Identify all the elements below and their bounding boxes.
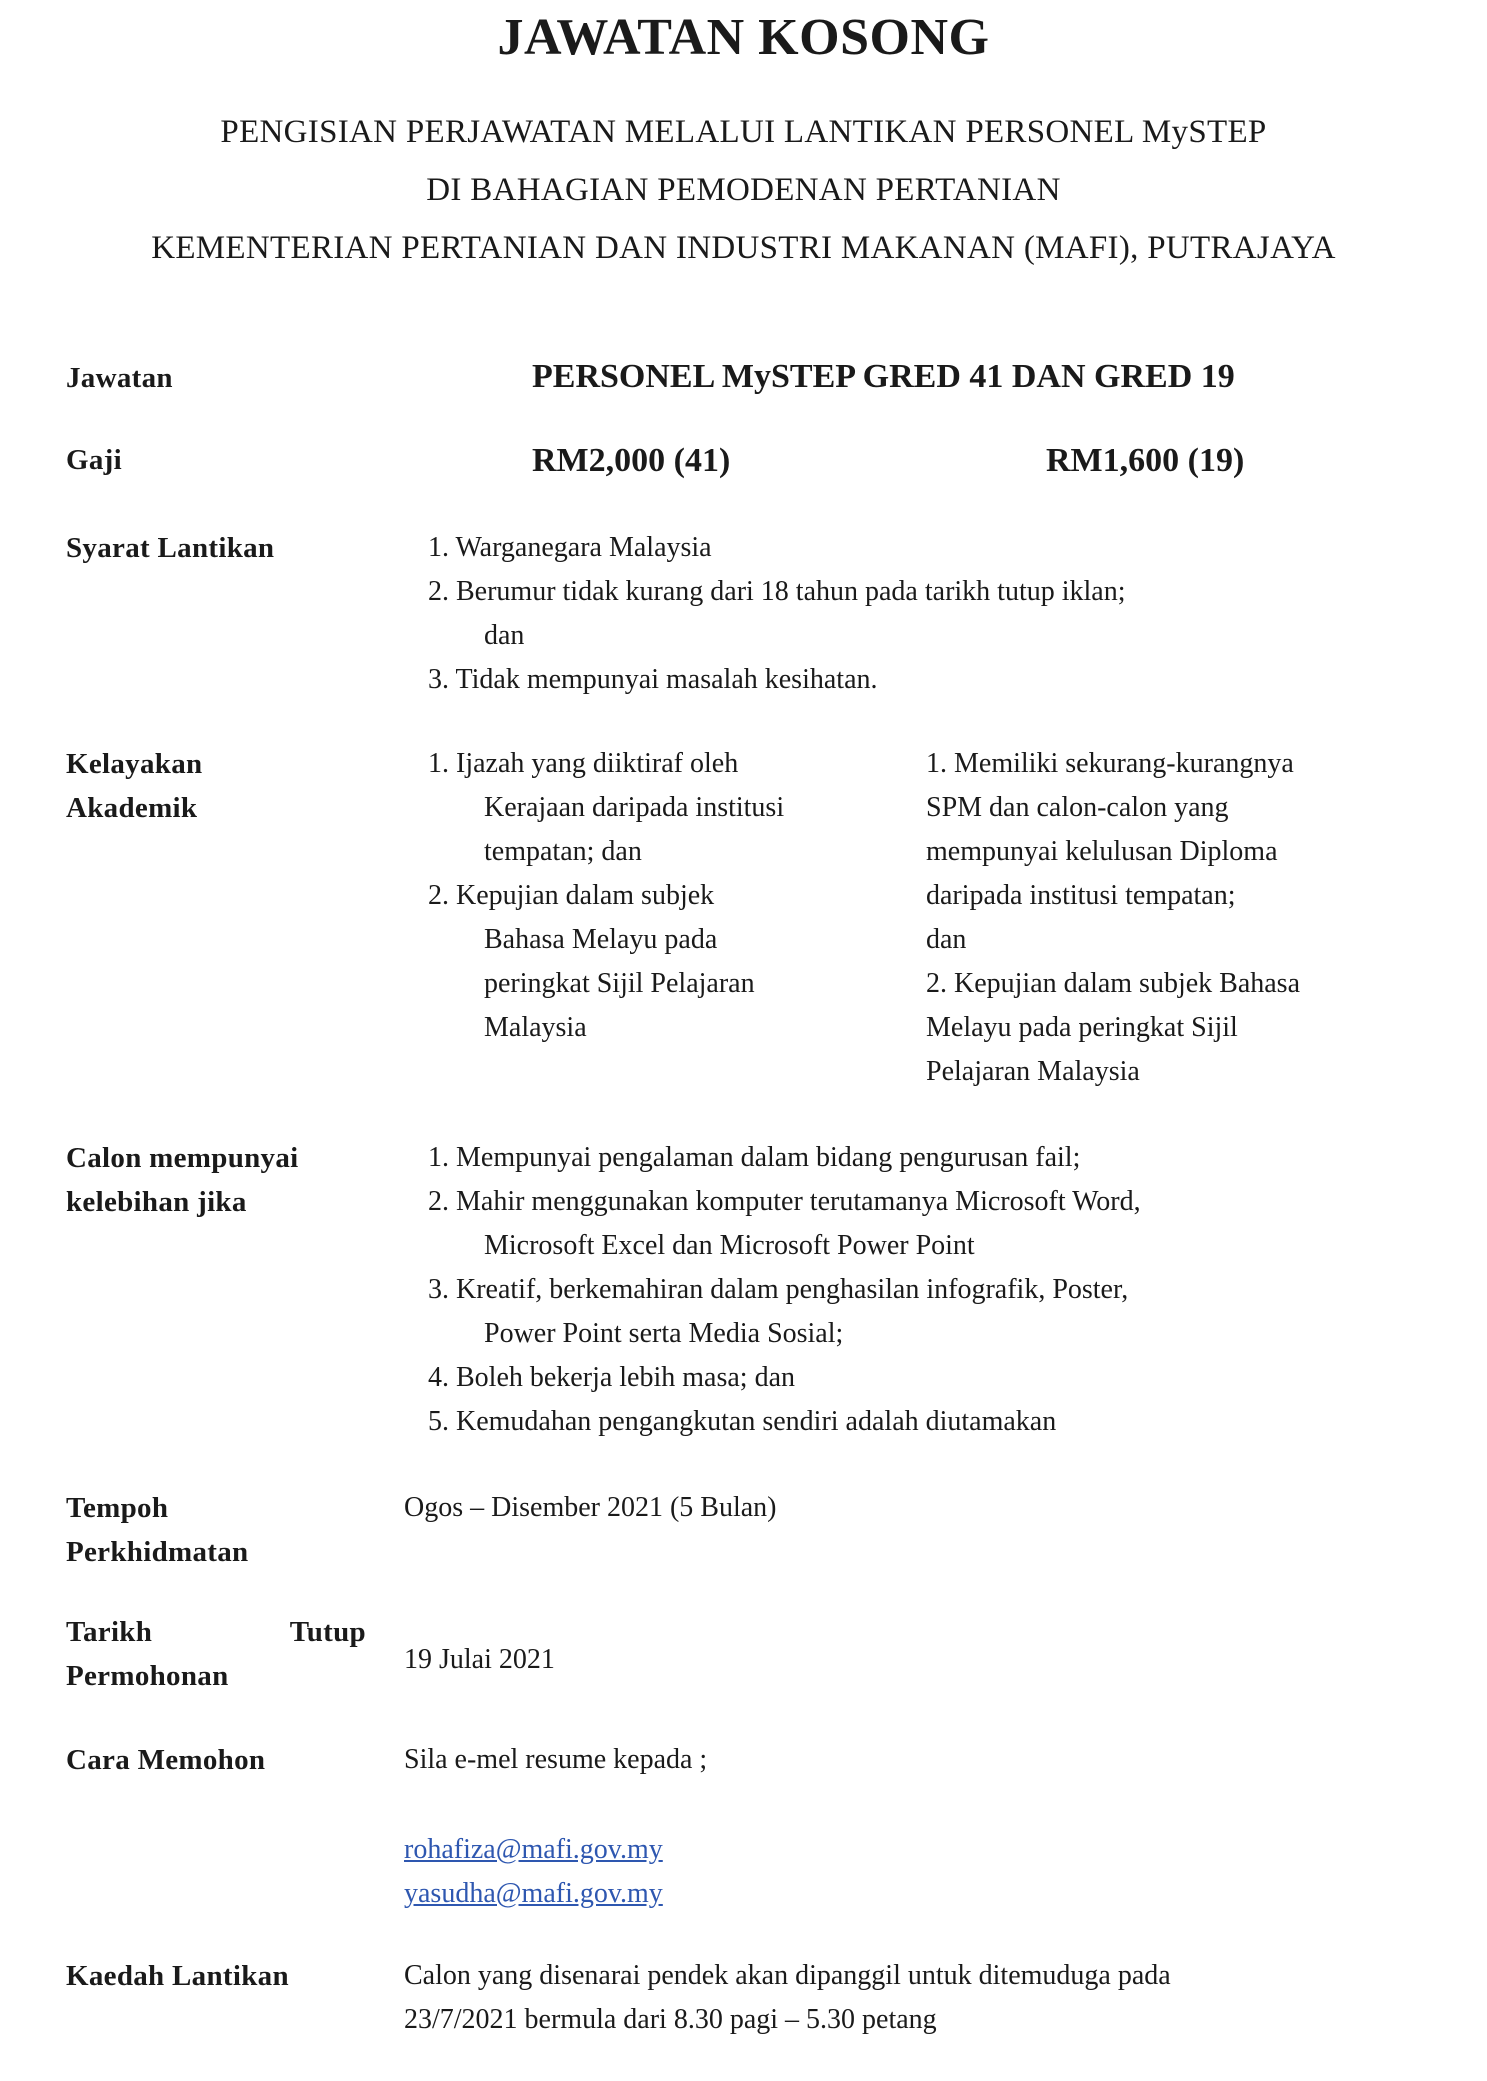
tarikh-value: 19 Julai 2021 <box>404 1644 555 1675</box>
email-link-yasudha[interactable]: yasudha@mafi.gov.my <box>404 1878 663 1909</box>
subtitle-line-1: PENGISIAN PERJAWATAN MELALUI LANTIKAN PERSONEL MySTEP <box>220 114 1267 150</box>
cara-label: Cara Memohon <box>66 1744 266 1776</box>
kelayakan-grade-19: 1. Memiliki sekurang-kurangnya SPM dan calon-calon yang mempunyai kelulusan Diploma daripada institusi tempatan; dan 2. Kepujian dalam subjek Bahasa Melayu pada peringkat Sijil Pelajaran Malaysia <box>926 748 1301 1087</box>
gaji-label: Gaji <box>66 444 122 476</box>
subtitle-line-3: KEMENTERIAN PERTANIAN DAN INDUSTRI MAKANAN (MAFI), PUTRAJAYA <box>151 230 1336 266</box>
jawatan-label: Jawatan <box>66 362 173 394</box>
tempoh-value: Ogos – Disember 2021 (5 Bulan) <box>404 1492 777 1523</box>
kaedah-label: Kaedah Lantikan <box>66 1960 289 1992</box>
tarikh-label: Tarikh Tutup Permohonan <box>66 1616 366 1692</box>
syarat-list <box>428 526 1126 702</box>
syarat-item: 3. Tidak mempunyai masalah kesihatan. <box>428 664 878 695</box>
page-title: JAWATAN KOSONG <box>497 9 990 66</box>
syarat-item: 1. Warganegara Malaysia <box>428 532 712 563</box>
kelebihan-list: 1. Mempunyai pengalaman dalam bidang pengurusan fail; 2. Mahir menggunakan komputer terutamanya Microsoft Word, Microsoft Excel dan Microsoft Power Point 3. Kreatif, berkemahiran dalam penghasilan infografik, Poster, Power Point serta Media Sosial; 4. Boleh bekerja lebih masa; dan 5. Kemudahan pengangkutan sendiri adalah diutamakan <box>428 1142 1141 1437</box>
tempoh-label: Tempoh Perkhidmatan <box>66 1492 249 1568</box>
syarat-label: Syarat Lantikan <box>66 532 275 564</box>
syarat-item: 2. Berumur tidak kurang dari 18 tahun pada tarikh tutup iklan; <box>428 576 1126 607</box>
kaedah-value: Calon yang disenarai pendek akan dipanggil untuk ditemuduga pada 23/7/2021 bermula dari 8.30 pagi – 5.30 petang <box>404 1960 1171 2035</box>
email-link-rohafiza[interactable]: rohafiza@mafi.gov.my <box>404 1834 663 1865</box>
kelayakan-grade-41: 1. Ijazah yang diiktiraf oleh Kerajaan daripada institusi tempatan; dan 2. Kepujian dalam subjek Bahasa Melayu pada peringkat Sijil Pelajaran Malaysia <box>428 748 785 1043</box>
cara-value: Sila e-mel resume kepada ; <box>404 1744 708 1775</box>
email-list <box>404 1828 663 1916</box>
syarat-item-continuation: dan <box>484 620 525 651</box>
gaji-grade-41: RM2,000 (41) <box>532 442 731 479</box>
gaji-grade-19: RM1,600 (19) <box>1046 442 1245 479</box>
kelebihan-label: Calon mempunyai kelebihan jika <box>66 1142 299 1218</box>
kelayakan-label: Kelayakan Akademik <box>66 748 203 824</box>
jawatan-value: PERSONEL MySTEP GRED 41 DAN GRED 19 <box>532 358 1235 395</box>
subtitle-line-2: DI BAHAGIAN PEMODENAN PERTANIAN <box>426 172 1061 208</box>
